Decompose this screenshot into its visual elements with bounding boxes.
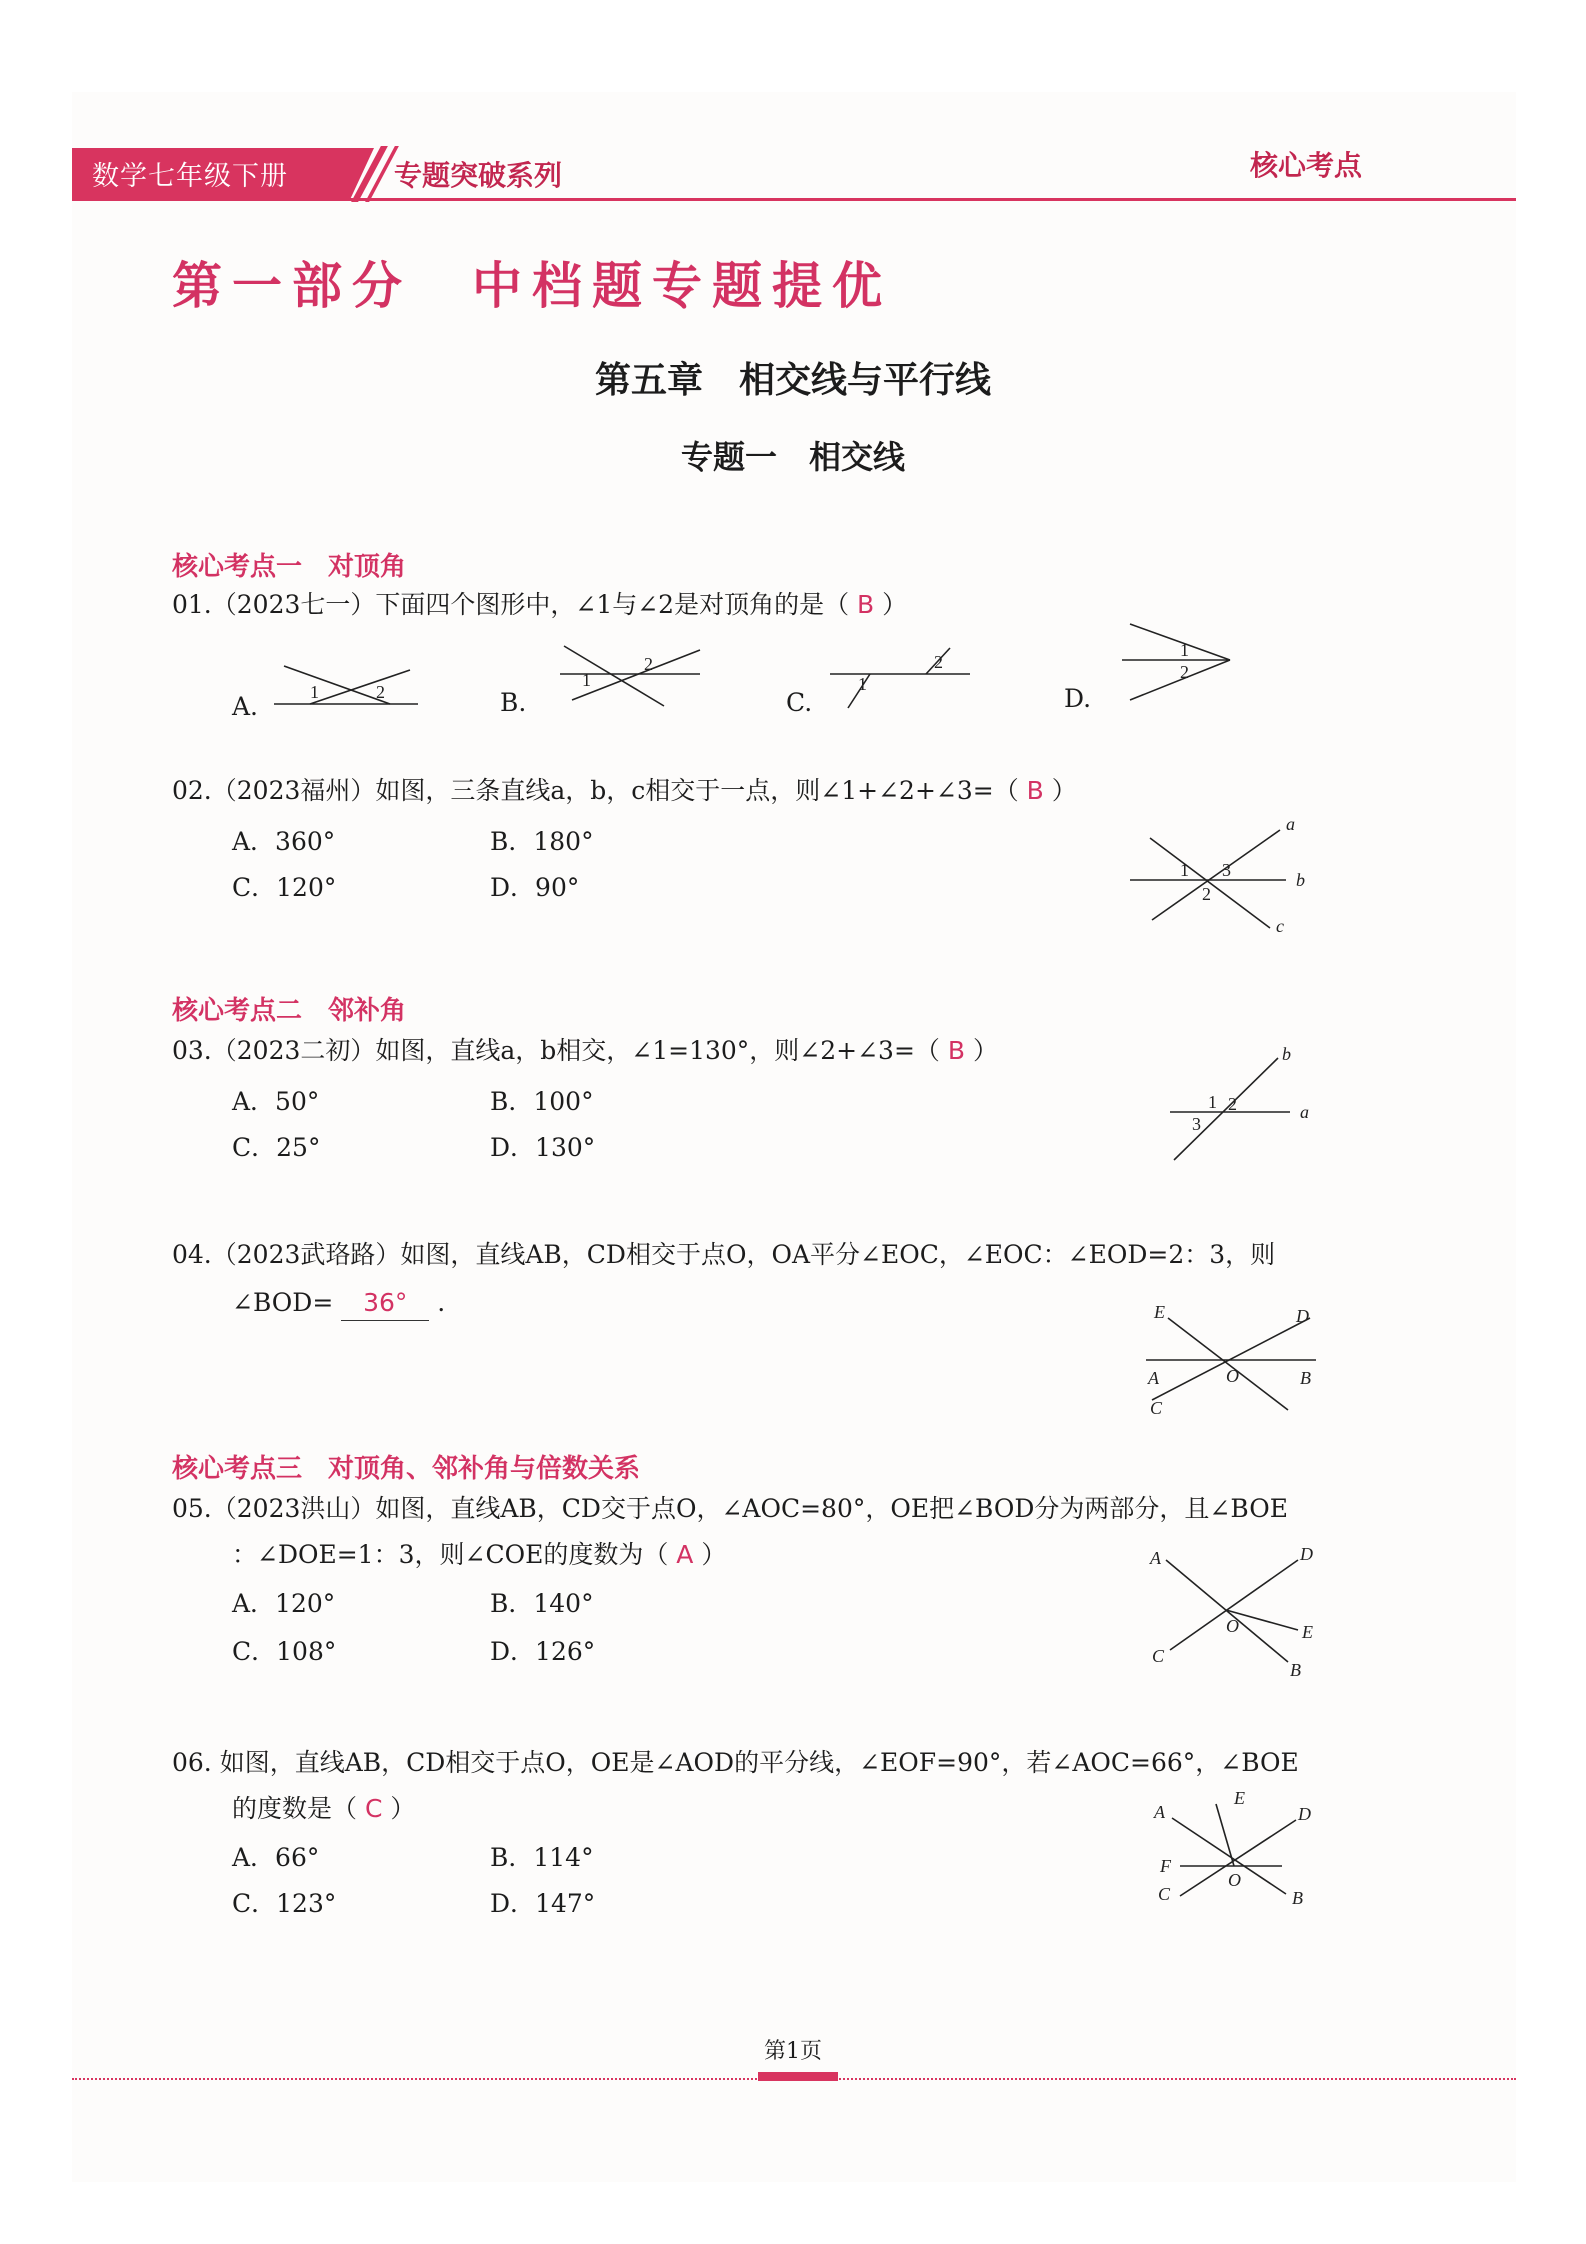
option-d: D. xyxy=(1064,684,1092,713)
question-4-line2 xyxy=(232,1286,445,1321)
question-text: 02.（2023福州）如图，三条直线a，b，c相交于一点，则∠1+∠2+∠3=（ xyxy=(172,776,1019,805)
line-label-a: a xyxy=(1286,814,1295,834)
point-label-D: D xyxy=(1298,1804,1311,1824)
chapter-title: 第五章 相交线与平行线 xyxy=(594,360,991,401)
line-label-b: b xyxy=(1282,1044,1291,1064)
point-label-O: O xyxy=(1226,1366,1239,1386)
point-label-C: C xyxy=(1150,1398,1163,1418)
question-1 xyxy=(172,588,907,622)
question-6 xyxy=(172,1746,1299,1780)
line-label-c: c xyxy=(1276,916,1284,936)
question-text: ∠BOD= xyxy=(232,1288,334,1317)
angle-label: 1 xyxy=(1180,640,1189,660)
topic-title: 专题一 相交线 xyxy=(680,438,905,476)
question-4 xyxy=(172,1238,1275,1272)
option-c: C. xyxy=(786,688,813,717)
point-label-E: E xyxy=(1154,1302,1165,1322)
figure-q4 xyxy=(1140,1300,1340,1420)
point-label-A: A xyxy=(1150,1548,1161,1568)
angle-label: 2 xyxy=(1202,884,1211,904)
angle-label: 1 xyxy=(1180,860,1189,880)
option-a: A．50° xyxy=(232,1087,320,1116)
option-d: D．126° xyxy=(490,1637,596,1666)
angle-label: 2 xyxy=(1228,1094,1237,1114)
question-close: ） xyxy=(1051,776,1077,805)
header-rule xyxy=(72,198,1516,201)
question-5 xyxy=(172,1492,1288,1526)
answer: C xyxy=(364,1794,383,1823)
question-text: 的度数是（ xyxy=(232,1794,358,1823)
angle-label: 2 xyxy=(1180,662,1189,682)
point-label-D: D xyxy=(1300,1544,1313,1564)
point-label-E: E xyxy=(1302,1622,1313,1642)
question-text: 01.（2023七一）下面四个图形中，∠1与∠2是对顶角的是（ xyxy=(172,590,850,619)
point-label-B: B xyxy=(1292,1888,1303,1908)
point-label-C: C xyxy=(1158,1884,1171,1904)
angle-label: 1 xyxy=(858,674,867,694)
option-b: B．100° xyxy=(490,1087,594,1116)
figure-q6 xyxy=(1150,1790,1330,1920)
header-series: 专题突破系列 xyxy=(394,159,563,192)
point-label-B: B xyxy=(1300,1368,1311,1388)
question-text: ：∠DOE=1：3，则∠COE的度数为（ xyxy=(232,1540,669,1569)
question-text: 05.（2023洪山）如图，直线AB，CD交于点O，∠AOC=80°，OE把∠BOD分为两部分，且∠BOE xyxy=(172,1494,1288,1523)
key-point-heading: 核心考点三 对顶角、邻补角与倍数关系 xyxy=(172,1454,641,1484)
figure-q5 xyxy=(1150,1540,1330,1680)
point-label-C: C xyxy=(1152,1646,1165,1666)
angle-label: 2 xyxy=(934,652,943,672)
option-b: B．180° xyxy=(490,827,594,856)
angle-label: 3 xyxy=(1222,860,1231,880)
question-close: ） xyxy=(972,1036,998,1065)
key-point-heading: 核心考点二 邻补角 xyxy=(172,996,407,1026)
figure-q1-a xyxy=(270,660,430,710)
angle-label: 1 xyxy=(1208,1092,1217,1112)
angle-label: 1 xyxy=(310,682,319,702)
option-a: A．360° xyxy=(232,827,336,856)
question-close: ） xyxy=(390,1794,416,1823)
option-c: C．120° xyxy=(232,873,337,902)
point-label-E: E xyxy=(1234,1788,1245,1808)
question-text: 04.（2023武珞路）如图，直线AB，CD相交于点O，OA平分∠EOC，∠EOC：∠EOD=2：3，则 xyxy=(172,1240,1276,1269)
angle-label: 3 xyxy=(1192,1114,1201,1134)
point-label-O: O xyxy=(1228,1870,1241,1890)
option-a: A. xyxy=(232,692,259,721)
angle-label: 2 xyxy=(376,682,385,702)
question-3 xyxy=(172,1034,998,1068)
answer: B xyxy=(857,590,875,619)
figure-q1-c xyxy=(830,644,980,714)
answer: B xyxy=(947,1036,966,1065)
question-close: . xyxy=(437,1288,446,1317)
part-title: 第一部分 中档题专题提优 xyxy=(172,256,892,315)
figure-q3 xyxy=(1170,1044,1320,1170)
line-label-a: a xyxy=(1300,1102,1309,1122)
footer-accent xyxy=(758,2072,838,2081)
figure-q1-b xyxy=(560,640,710,710)
point-label-A: A xyxy=(1154,1802,1165,1822)
option-b: B．140° xyxy=(490,1589,594,1618)
option-b: B. xyxy=(500,688,527,717)
header-grade: 数学七年级下册 xyxy=(92,161,288,192)
angle-label: 2 xyxy=(644,654,653,674)
point-label-F: F xyxy=(1160,1856,1171,1876)
answer-blank: 36° xyxy=(341,1286,429,1321)
option-d: D．90° xyxy=(490,873,580,902)
key-point-heading: 核心考点一 对顶角 xyxy=(172,552,407,582)
option-a: A．120° xyxy=(232,1589,336,1618)
point-label-A: A xyxy=(1148,1368,1159,1388)
question-close: ） xyxy=(701,1540,727,1569)
option-b: B．114° xyxy=(490,1843,594,1872)
angle-label: 1 xyxy=(582,670,591,690)
figure-q1-d xyxy=(1120,620,1270,710)
answer: A xyxy=(676,1540,694,1569)
question-text: 03.（2023二初）如图，直线a，b相交，∠1=130°，则∠2+∠3=（ xyxy=(172,1036,940,1065)
option-d: D．130° xyxy=(490,1133,596,1162)
option-a: A．66° xyxy=(232,1843,320,1872)
question-5-line2 xyxy=(232,1538,726,1572)
option-c: C．123° xyxy=(232,1889,337,1918)
point-label-O: O xyxy=(1226,1616,1239,1636)
option-c: C．25° xyxy=(232,1133,321,1162)
line-label-b: b xyxy=(1296,870,1305,890)
figure-q2 xyxy=(1130,800,1310,940)
point-label-D: D xyxy=(1296,1306,1309,1326)
header-core: 核心考点 xyxy=(1250,149,1363,182)
question-text: 06. 如图，直线AB，CD相交于点O，OE是∠AOD的平分线，∠EOF=90°，若∠AOC=66°，∠BOE xyxy=(172,1748,1299,1777)
question-close: ） xyxy=(882,590,908,619)
option-c: C．108° xyxy=(232,1637,337,1666)
point-label-B: B xyxy=(1290,1660,1301,1680)
question-6-line2 xyxy=(232,1792,415,1826)
question-2 xyxy=(172,774,1077,808)
answer: B xyxy=(1026,776,1044,805)
page-number: 第1页 xyxy=(764,2039,822,2064)
option-d: D．147° xyxy=(490,1889,596,1918)
